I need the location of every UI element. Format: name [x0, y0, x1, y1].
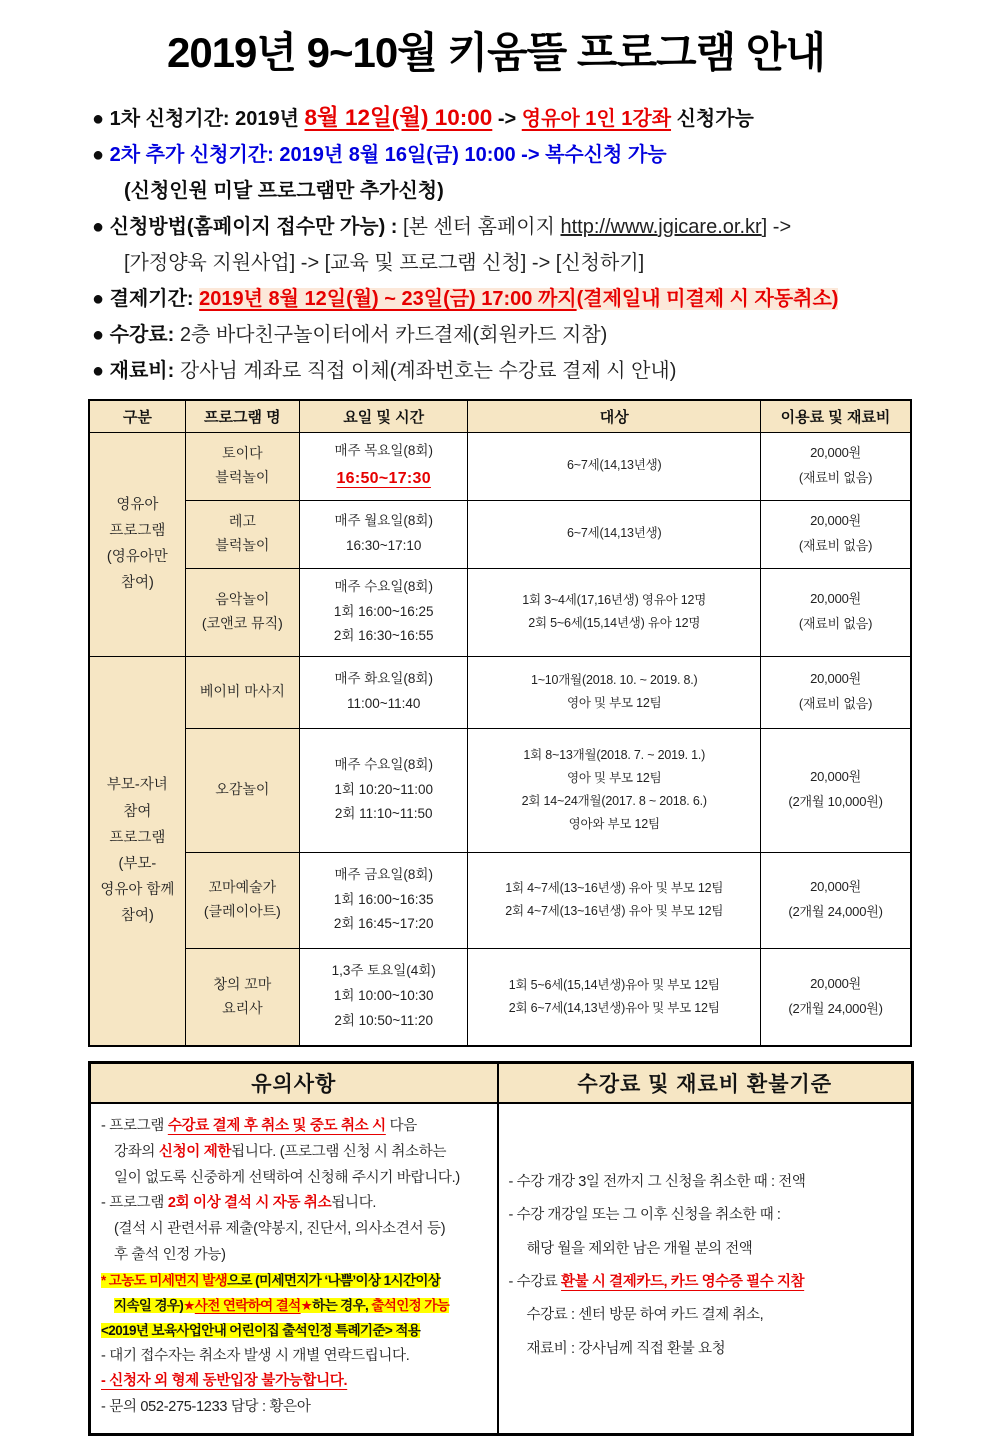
- text-run: 음악놀이: [215, 591, 270, 608]
- text-line: [188, 973, 297, 997]
- text-line: [101, 1140, 491, 1166]
- text-run: 2회 11:10~11:50: [334, 806, 433, 822]
- text-run: (2개월 24,000원): [788, 904, 883, 919]
- text-line: [763, 765, 908, 790]
- schedule-cell: [299, 656, 467, 728]
- text-line: [188, 588, 297, 612]
- text-run: 2회 5~6세(15,14년생) 유아 12명: [528, 616, 701, 630]
- text-run: 영유아: [116, 496, 159, 513]
- program-name-cell: [185, 432, 299, 500]
- text-run: 1회 10:20~11:00: [334, 781, 434, 797]
- text-line: [188, 510, 297, 534]
- text-line: [763, 900, 908, 925]
- text-line: [302, 667, 465, 692]
- text-run: 다음: [385, 1118, 417, 1134]
- text-run: 2회 6~7세(14,13년생)유아 및 부모 12팀: [508, 1000, 720, 1015]
- text-run: 강좌의: [114, 1143, 159, 1160]
- text-run: 수강료:: [109, 324, 180, 346]
- text-line: [763, 790, 908, 815]
- text-run: 2층 바다친구놀이터에서 카드결제(회원카드 지참): [179, 324, 608, 346]
- text-run: 참여): [120, 907, 154, 924]
- text-run: (재료비 없음): [798, 696, 873, 711]
- text-run: 매주 화요일(8회): [334, 671, 433, 687]
- text-run: 1회 3~4세(17,16년생) 영유아 12명: [522, 592, 707, 607]
- text-run: 2019년 8월 12일(월) ~ 23일(금) 17:00 까지: [199, 288, 577, 310]
- text-run: (신청인원 미달 프로그램만 추가신청): [124, 180, 444, 202]
- program-name-cell: [185, 656, 299, 728]
- text-run: 꼬마예술가: [208, 879, 277, 896]
- schedule-cell: [299, 432, 467, 500]
- text-line: [188, 997, 297, 1021]
- text-run: 2회 4~7세(13~16년생) 유아 및 부모 12팀: [505, 904, 724, 918]
- text-run: (부모-: [118, 855, 157, 872]
- text-run: ●: [92, 324, 110, 346]
- text-line: [92, 492, 183, 518]
- text-line: [188, 442, 297, 466]
- schedule-cell: [299, 852, 467, 948]
- text-run: 11:00~11:40: [346, 696, 421, 711]
- text-run: 영아 및 부모 12팀: [566, 770, 662, 785]
- notes-right-title: 수강료 및 재료비 환불기준: [499, 1064, 911, 1104]
- text-line: [470, 744, 758, 767]
- fee-cell: [761, 656, 911, 728]
- text-run: ●: [92, 108, 110, 130]
- text-line: [509, 1333, 905, 1366]
- text-run: 20,000원: [810, 879, 861, 895]
- text-run: 블럭놀이: [215, 469, 270, 485]
- text-run: 결제기간:: [109, 288, 200, 310]
- text-run: (클레이아트): [203, 903, 281, 919]
- fee-cell: [761, 728, 911, 852]
- text-run: (재료비 없음): [798, 616, 873, 631]
- column-header: 이용료 및 재료비: [761, 400, 911, 432]
- text-run: 20,000원: [810, 671, 861, 687]
- text-run: - 프로그램: [101, 1195, 168, 1212]
- text-run: 수강료 : 센터 방문 하여 카드 결제 취소,: [526, 1307, 764, 1324]
- text-run: 6~7세(14,13년생): [567, 458, 662, 473]
- text-line: [188, 534, 297, 558]
- text-run: 재료비:: [109, 360, 180, 382]
- text-line: [302, 753, 465, 778]
- text-run: 16:30~17:10: [345, 538, 422, 553]
- text-line: [302, 802, 465, 827]
- text-run: 20,000원: [810, 445, 861, 461]
- target-cell: [468, 948, 761, 1046]
- text-line: [763, 875, 908, 900]
- text-run: 해당 월을 제외한 남은 개월 분의 전액: [526, 1240, 753, 1257]
- text-run: ●: [92, 288, 110, 310]
- fee-cell: [761, 568, 911, 656]
- text-line: [302, 1009, 465, 1034]
- schedule-cell: [299, 948, 467, 1046]
- text-run: (코앤코 뮤직): [201, 615, 283, 631]
- text-line: [302, 912, 465, 937]
- text-run: (결석 시 관련서류 제출(약봉지, 진단서, 의사소견서 등): [114, 1221, 446, 1238]
- program-name-cell: [185, 500, 299, 568]
- text-line: [188, 466, 297, 490]
- table-row: [89, 568, 911, 656]
- program-table: [88, 399, 912, 1047]
- text-line: [763, 509, 908, 534]
- text-line: [92, 353, 992, 389]
- text-line: [302, 600, 465, 625]
- category-cell: [89, 656, 185, 1046]
- text-line: [302, 863, 465, 888]
- text-line: [188, 876, 297, 900]
- text-line: [302, 575, 465, 600]
- text-run: 매주 목요일(8회): [334, 442, 433, 458]
- fee-cell: [761, 852, 911, 948]
- text-line: [470, 589, 758, 612]
- text-line: [101, 1243, 491, 1269]
- text-run: ●: [92, 360, 110, 382]
- notes-left-body: [91, 1104, 497, 1433]
- text-line: [763, 692, 908, 717]
- text-line: [763, 667, 908, 692]
- text-run: (미세먼지가 ‘나쁨’이상 1시간이상: [255, 1272, 441, 1288]
- text-line: [470, 767, 758, 790]
- text-run: (2개월 24,000원): [788, 1000, 883, 1016]
- text-line: [470, 813, 758, 836]
- text-line: [92, 799, 183, 825]
- text-run: 20,000원: [810, 591, 861, 607]
- text-line: [763, 441, 908, 466]
- text-run: 8월 12일(월) 10:00: [304, 105, 493, 130]
- text-run: 2차 추가 신청기간: 2019년 8월 16일(금) 10:00 -> 복수신청 가능: [109, 144, 667, 166]
- target-cell: [468, 568, 761, 656]
- text-line: [92, 209, 992, 245]
- text-run: 영아와 부모 12팀: [568, 817, 660, 832]
- text-line: [92, 825, 183, 851]
- text-line: [763, 972, 908, 997]
- text-run: [가정양육 지원사업] -> [교육 및 프로그램 신청] -> [신청하기]: [124, 252, 645, 274]
- text-run: 20,000원: [810, 513, 861, 529]
- program-name-cell: [185, 948, 299, 1046]
- text-run: 참여: [123, 803, 152, 820]
- text-line: [101, 1166, 491, 1192]
- text-line: [101, 1344, 491, 1370]
- text-line: [188, 680, 297, 704]
- text-run: 1회 16:00~16:35: [333, 891, 434, 907]
- text-run: 1,3주 토요일(4회): [331, 963, 436, 979]
- notes-right-body: [499, 1104, 911, 1433]
- text-run: 사전 연락하여 결석: [194, 1297, 301, 1313]
- text-run: 2회 10:50~11:20: [334, 1013, 434, 1029]
- text-run: 20,000원: [810, 976, 861, 992]
- text-line: [188, 778, 297, 802]
- text-run: 1회 4~7세(13~16년생) 유아 및 부모 12팀: [505, 880, 724, 895]
- text-run: 1~10개월(2018. 10. ~ 2019. 8.): [530, 672, 698, 687]
- text-line: [101, 1269, 491, 1294]
- text-run: 토이다: [222, 445, 263, 462]
- text-line: [101, 1191, 491, 1217]
- homepage-link[interactable]: http://www.jgicare.or.kr: [560, 216, 762, 238]
- column-header: 프로그램 명: [185, 400, 299, 432]
- fee-cell: [761, 948, 911, 1046]
- text-line: [92, 518, 183, 544]
- text-run: 부모-자녀: [106, 777, 168, 794]
- text-run: 일이 없도록 신중하게 선택하여 신청해 주시기 바랍니다.): [114, 1169, 460, 1186]
- text-run: 프로그램: [109, 829, 166, 846]
- text-line: [101, 1319, 491, 1344]
- text-line: [763, 534, 908, 559]
- text-run: ★: [183, 1297, 195, 1313]
- text-line: [302, 959, 465, 984]
- text-run: 2회 16:45~17:20: [333, 916, 434, 932]
- text-run: 매주 수요일(8회): [334, 578, 433, 594]
- text-run: 매주 수요일(8회): [334, 756, 433, 772]
- text-run: (재료비 없음): [798, 538, 873, 553]
- text-run: 매주 금요일(8회): [334, 866, 433, 882]
- text-line: [509, 1299, 905, 1332]
- text-run: 2회 14~24개월(2017. 8 ~ 2018. 6.): [521, 794, 707, 808]
- text-run: 1회 8~13개월(2018. 7. ~ 2019. 1.): [523, 747, 706, 762]
- notes-column-right: [499, 1064, 911, 1433]
- text-line: [188, 900, 297, 924]
- text-run: 신청이 제한: [158, 1143, 232, 1160]
- text-run: 1회 10:00~10:30: [333, 988, 434, 1004]
- text-line: [101, 1114, 491, 1140]
- text-run: 레고: [228, 513, 256, 530]
- notes-section: [88, 1061, 914, 1436]
- text-line: [763, 612, 908, 637]
- text-run: 환불 시 결제카드, 카드 영수증 필수 지참: [561, 1274, 805, 1291]
- table-row: [89, 948, 911, 1046]
- text-run: - 수강 개강일 또는 그 이후 신청을 취소한 때 :: [508, 1207, 781, 1224]
- text-run: 오감놀이: [215, 781, 270, 798]
- text-line: [302, 624, 465, 649]
- text-run: 재료비 : 강사님께 직접 환불 요청: [526, 1340, 726, 1357]
- text-run: - 문의 052-275-1233 담당 : 황은아: [101, 1399, 311, 1416]
- text-line: [92, 173, 992, 209]
- text-run: <2019년 보육사업안내 어린이집 출석인정 특례기준> 적용: [101, 1322, 421, 1338]
- text-line: [302, 778, 465, 803]
- text-run: 1회 16:00~16:25: [333, 603, 434, 619]
- text-run: - 수강 개강 3일 전까지 그 신청을 취소한 때 : 전액: [508, 1174, 806, 1190]
- text-line: [509, 1199, 905, 1232]
- text-run: - 신청자 외 형제 동반입장 불가능합니다.: [101, 1373, 348, 1390]
- text-line: [302, 464, 465, 494]
- text-line: [470, 454, 758, 477]
- schedule-cell: [299, 728, 467, 852]
- program-name-cell: [185, 728, 299, 852]
- text-line: [302, 692, 465, 717]
- text-run: (영유아만: [106, 549, 168, 565]
- text-line: [188, 612, 297, 636]
- table-row: [89, 656, 911, 728]
- text-run: 1차 신청기간: 2019년: [109, 108, 305, 130]
- category-cell: [89, 432, 185, 656]
- text-line: [763, 587, 908, 612]
- text-run: (결제일내 미결제 시 자동취소): [576, 288, 839, 310]
- text-line: [92, 245, 992, 281]
- text-run: 2회 16:30~16:55: [333, 628, 434, 644]
- text-line: [470, 877, 758, 900]
- text-line: [470, 522, 758, 545]
- text-line: [92, 317, 992, 353]
- text-line: [92, 772, 183, 798]
- text-run: - 대기 접수자는 취소자 발생 시 개별 연락드립니다.: [101, 1347, 410, 1364]
- text-line: [302, 984, 465, 1009]
- text-run: 으로: [227, 1272, 256, 1288]
- text-line: [92, 851, 183, 877]
- text-run: 6~7세(14,13년생): [567, 526, 662, 541]
- text-run: 신청방법(홈페이지 접수만 가능) :: [109, 216, 404, 238]
- text-line: [470, 997, 758, 1020]
- text-line: [509, 1266, 905, 1299]
- schedule-cell: [299, 500, 467, 568]
- text-run: (재료비 없음): [798, 470, 873, 485]
- table-row: [89, 432, 911, 500]
- text-line: [92, 570, 183, 596]
- program-name-cell: [185, 568, 299, 656]
- text-line: [92, 281, 992, 317]
- page-title: 2019년 9~10월 키움뜰 프로그램 안내: [166, 29, 825, 76]
- text-run: - 수강료: [508, 1274, 562, 1291]
- text-line: [470, 612, 758, 635]
- text-line: [509, 1166, 905, 1199]
- text-run: 블럭놀이: [215, 537, 270, 553]
- text-run: 됩니다.: [331, 1195, 377, 1212]
- text-run: 영아 및 부모 12팀: [566, 696, 662, 710]
- text-line: [763, 466, 908, 491]
- text-run: 창의 꼬마: [213, 975, 272, 992]
- text-line: [92, 877, 183, 903]
- text-run: 후 출석 인정 가능): [114, 1246, 226, 1263]
- program-name-cell: [185, 852, 299, 948]
- column-header: 구분: [89, 400, 185, 432]
- text-line: [302, 509, 465, 534]
- text-run: [본 센터 홈페이지: [403, 216, 561, 238]
- target-cell: [468, 656, 761, 728]
- text-run: 영유아 함께: [100, 881, 175, 898]
- text-line: [302, 534, 465, 559]
- text-line: [92, 137, 992, 173]
- text-run: 출석인정 가능: [371, 1297, 450, 1313]
- text-run: ] ->: [761, 216, 792, 238]
- text-run: 수강료 결제 후 취소 및 중도 취소 시: [167, 1118, 386, 1134]
- column-header: 요일 및 시간: [299, 400, 467, 432]
- table-row: [89, 728, 911, 852]
- target-cell: [468, 728, 761, 852]
- text-run: 지속일 경우): [114, 1297, 184, 1313]
- fee-cell: [761, 500, 911, 568]
- text-line: [101, 1217, 491, 1243]
- text-run: 하는 경우,: [312, 1297, 372, 1313]
- text-line: [101, 1395, 491, 1421]
- text-run: * 고농도 미세먼지 발생: [101, 1272, 228, 1288]
- text-line: [101, 1294, 491, 1319]
- column-header: 대상: [468, 400, 761, 432]
- text-run: ●: [92, 216, 110, 238]
- text-run: 1회 5~6세(15,14년생)유아 및 부모 12팀: [508, 977, 720, 992]
- text-run: 베이비 마사지: [199, 683, 285, 700]
- text-run: ★: [300, 1297, 313, 1313]
- text-line: [763, 997, 908, 1022]
- registration-info-list: [92, 100, 992, 389]
- text-line: [509, 1233, 905, 1266]
- table-row: [89, 852, 911, 948]
- text-line: [92, 544, 183, 570]
- notes-column-left: [91, 1064, 499, 1433]
- text-line: [470, 790, 758, 813]
- text-line: [92, 903, 183, 929]
- text-line: [302, 888, 465, 913]
- text-run: - 프로그램: [101, 1118, 168, 1134]
- text-run: ●: [92, 144, 110, 166]
- target-cell: [468, 852, 761, 948]
- target-cell: [468, 432, 761, 500]
- text-run: 영유아 1인 1강좌: [521, 108, 672, 130]
- text-run: ->: [492, 108, 522, 130]
- text-run: (2개월 10,000원): [788, 794, 883, 809]
- text-line: [302, 439, 465, 464]
- text-run: 요리사: [222, 999, 263, 1016]
- text-run: 매주 월요일(8회): [334, 513, 433, 529]
- text-line: [470, 974, 758, 997]
- notes-left-title: 유의사항: [91, 1064, 497, 1104]
- text-run: 신청가능: [671, 108, 754, 130]
- text-run: 2회 이상 결석 시 자동 취소: [167, 1195, 332, 1212]
- text-run: 참여): [120, 575, 154, 592]
- text-line: [470, 900, 758, 923]
- table-row: [89, 500, 911, 568]
- text-line: [92, 100, 992, 137]
- target-cell: [468, 500, 761, 568]
- fee-cell: [761, 432, 911, 500]
- text-line: [470, 692, 758, 715]
- text-run: 프로그램: [109, 522, 166, 539]
- text-run: 20,000원: [810, 769, 861, 785]
- text-line: [470, 669, 758, 692]
- text-run: 강사님 계좌로 직접 이체(계좌번호는 수강료 결제 시 안내): [179, 360, 677, 382]
- text-run: 16:50~17:30: [336, 469, 431, 487]
- schedule-cell: [299, 568, 467, 656]
- text-line: [101, 1369, 491, 1395]
- text-run: 됩니다. (프로그램 신청 시 취소하는: [231, 1143, 447, 1160]
